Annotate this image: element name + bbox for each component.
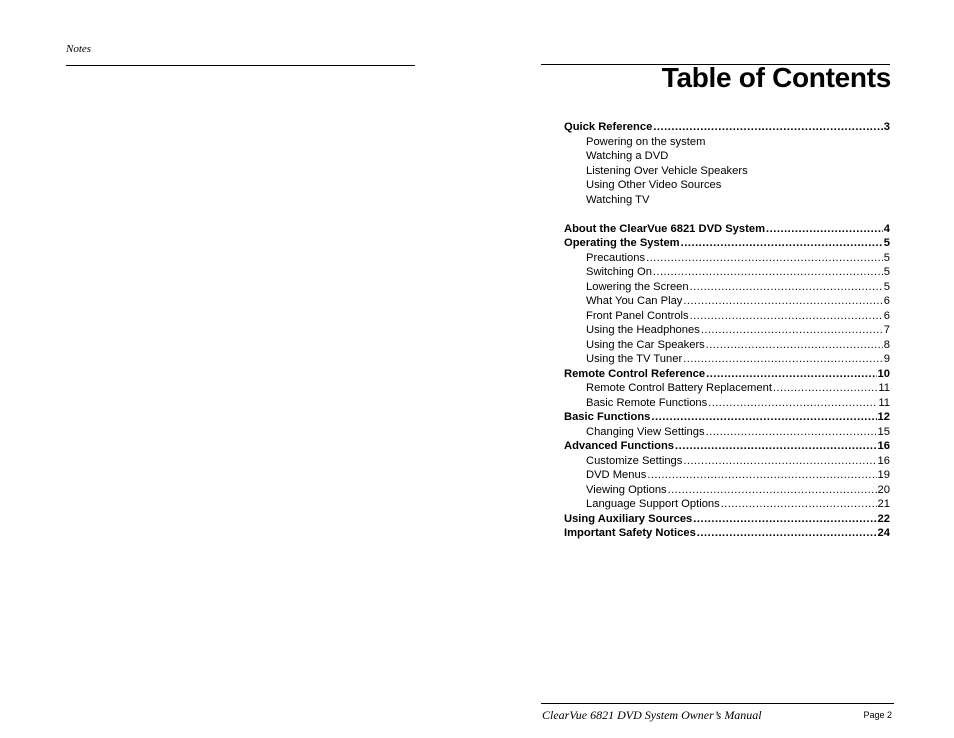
toc-page-number: 15	[877, 425, 890, 438]
toc-page-number: 9	[883, 353, 890, 365]
toc-dot-leader	[651, 410, 876, 425]
toc-page-number: 16	[877, 440, 890, 452]
notes-label: Notes	[66, 43, 92, 55]
toc-page-number: 20	[877, 483, 890, 496]
toc-subentry	[564, 468, 890, 483]
toc-dot-leader	[706, 425, 877, 440]
toc-subentry	[564, 193, 890, 208]
toc-page-number: 10	[877, 367, 890, 380]
toc-page-number: 11	[878, 396, 890, 409]
toc-dot-leader	[683, 454, 876, 469]
toc-page-number: 5	[883, 237, 890, 249]
toc-entry-label: Using Auxiliary Sources	[564, 512, 693, 525]
toc-page-number: 5	[883, 280, 890, 293]
toc-subentry	[564, 135, 890, 150]
toc-dot-leader	[647, 468, 876, 483]
toc-dot-leader	[683, 294, 882, 309]
footer-manual-title: ClearVue 6821 DVD System Owner’s Manual	[542, 708, 762, 722]
toc-subentry	[564, 294, 890, 309]
toc-subentry	[564, 178, 890, 193]
toc-dot-leader	[693, 512, 876, 527]
toc-page-number: 4	[883, 222, 890, 235]
toc-dot-leader	[773, 381, 877, 396]
toc-entry-label: Remote Control Reference	[564, 367, 706, 380]
toc-dot-leader	[690, 280, 883, 295]
toc-entry-label: Using the Headphones	[586, 324, 700, 336]
toc-subentry	[564, 381, 890, 396]
toc-dot-leader	[653, 120, 882, 135]
toc-entry-label: Powering on the system	[586, 135, 706, 148]
toc-dot-leader	[721, 497, 877, 512]
toc-entry-label: About the ClearVue 6821 DVD System	[564, 222, 766, 235]
toc-page-number: 22	[877, 512, 890, 525]
toc-section-entry	[564, 410, 890, 425]
toc-dot-leader	[653, 265, 883, 280]
toc-dot-leader	[690, 309, 883, 324]
toc-entry-label: Basic Remote Functions	[586, 396, 708, 409]
toc-subentry	[564, 483, 890, 498]
toc-section-entry	[564, 222, 890, 237]
toc-entry-label: Using the TV Tuner	[586, 353, 683, 365]
page-title: Table of Contents	[661, 62, 891, 93]
toc-list	[564, 120, 890, 541]
toc-entry-label: Language Support Options	[586, 498, 720, 510]
toc-dot-leader	[706, 367, 876, 382]
toc-subentry	[564, 338, 890, 353]
toc-entry-label: Using Other Video Sources	[586, 179, 722, 191]
toc-section-entry	[564, 439, 890, 454]
toc-section-entry	[564, 120, 890, 135]
toc-dot-leader	[681, 236, 883, 251]
toc-dot-leader	[675, 439, 877, 454]
toc-subentry	[564, 454, 890, 469]
notes-rule	[66, 65, 415, 66]
toc-subentry	[564, 149, 890, 164]
toc-entry-label: Precautions	[586, 251, 646, 264]
toc-dot-leader	[706, 338, 883, 353]
toc-entry-label: DVD Menus	[586, 469, 647, 481]
toc-entry-label: Viewing Options	[586, 483, 667, 496]
toc-dot-leader	[701, 323, 883, 338]
toc-entry-label: Watching a DVD	[586, 150, 669, 162]
toc-page-number: 19	[877, 469, 890, 481]
toc-page-number: 12	[877, 411, 890, 423]
toc-page-number: 8	[883, 338, 890, 351]
toc-spacer	[564, 207, 890, 222]
toc-section-entry	[564, 526, 890, 541]
toc-entry-label: Changing View Settings	[586, 425, 705, 438]
toc-page-number: 5	[883, 251, 890, 264]
toc-subentry	[564, 425, 890, 440]
toc-page-number: 5	[883, 266, 890, 278]
toc-entry-label: Switching On	[586, 266, 652, 278]
toc-entry-label: Lowering the Screen	[586, 280, 689, 293]
toc-page-number: 7	[883, 324, 890, 336]
toc-entry-label: Remote Control Battery Replacement	[586, 382, 772, 394]
toc-page-number: 16	[877, 454, 890, 467]
toc-page-number: 3	[883, 121, 890, 133]
toc-section-entry	[564, 367, 890, 382]
toc-dot-leader	[708, 396, 877, 411]
toc-entry-label: Operating the System	[564, 237, 680, 249]
toc-entry-label: Quick Reference	[564, 121, 653, 133]
toc-page-number: 11	[878, 382, 890, 394]
footer-rule	[541, 703, 894, 704]
toc-section-entry	[564, 512, 890, 527]
toc-entry-label: Customize Settings	[586, 454, 683, 467]
toc-page-number: 21	[877, 498, 890, 510]
toc-entry-label: Front Panel Controls	[586, 309, 689, 322]
footer-page-number: Page 2	[863, 710, 892, 720]
toc-page-number: 24	[877, 527, 890, 539]
toc-entry-label: Important Safety Notices	[564, 527, 696, 539]
toc-subentry	[564, 497, 890, 512]
toc-subentry	[564, 396, 890, 411]
toc-entry-label: Watching TV	[586, 193, 650, 206]
toc-dot-leader	[646, 251, 883, 266]
toc-entry-label: Using the Car Speakers	[586, 338, 705, 351]
toc-subentry	[564, 280, 890, 295]
toc-subentry	[564, 352, 890, 367]
toc-subentry	[564, 251, 890, 266]
toc-dot-leader	[766, 222, 883, 237]
toc-dot-leader	[683, 352, 883, 367]
toc-entry-label: Listening Over Vehicle Speakers	[586, 164, 748, 177]
toc-subentry	[564, 309, 890, 324]
toc-entry-label: Advanced Functions	[564, 440, 675, 452]
toc-subentry	[564, 265, 890, 280]
toc-page-number: 6	[883, 295, 890, 307]
toc-entry-label: Basic Functions	[564, 411, 651, 423]
toc-subentry	[564, 164, 890, 179]
toc-entry-label: What You Can Play	[586, 295, 683, 307]
toc-subentry	[564, 323, 890, 338]
toc-dot-leader	[697, 526, 877, 541]
toc-page-number: 6	[883, 309, 890, 322]
toc-section-entry	[564, 236, 890, 251]
toc-dot-leader	[668, 483, 877, 498]
